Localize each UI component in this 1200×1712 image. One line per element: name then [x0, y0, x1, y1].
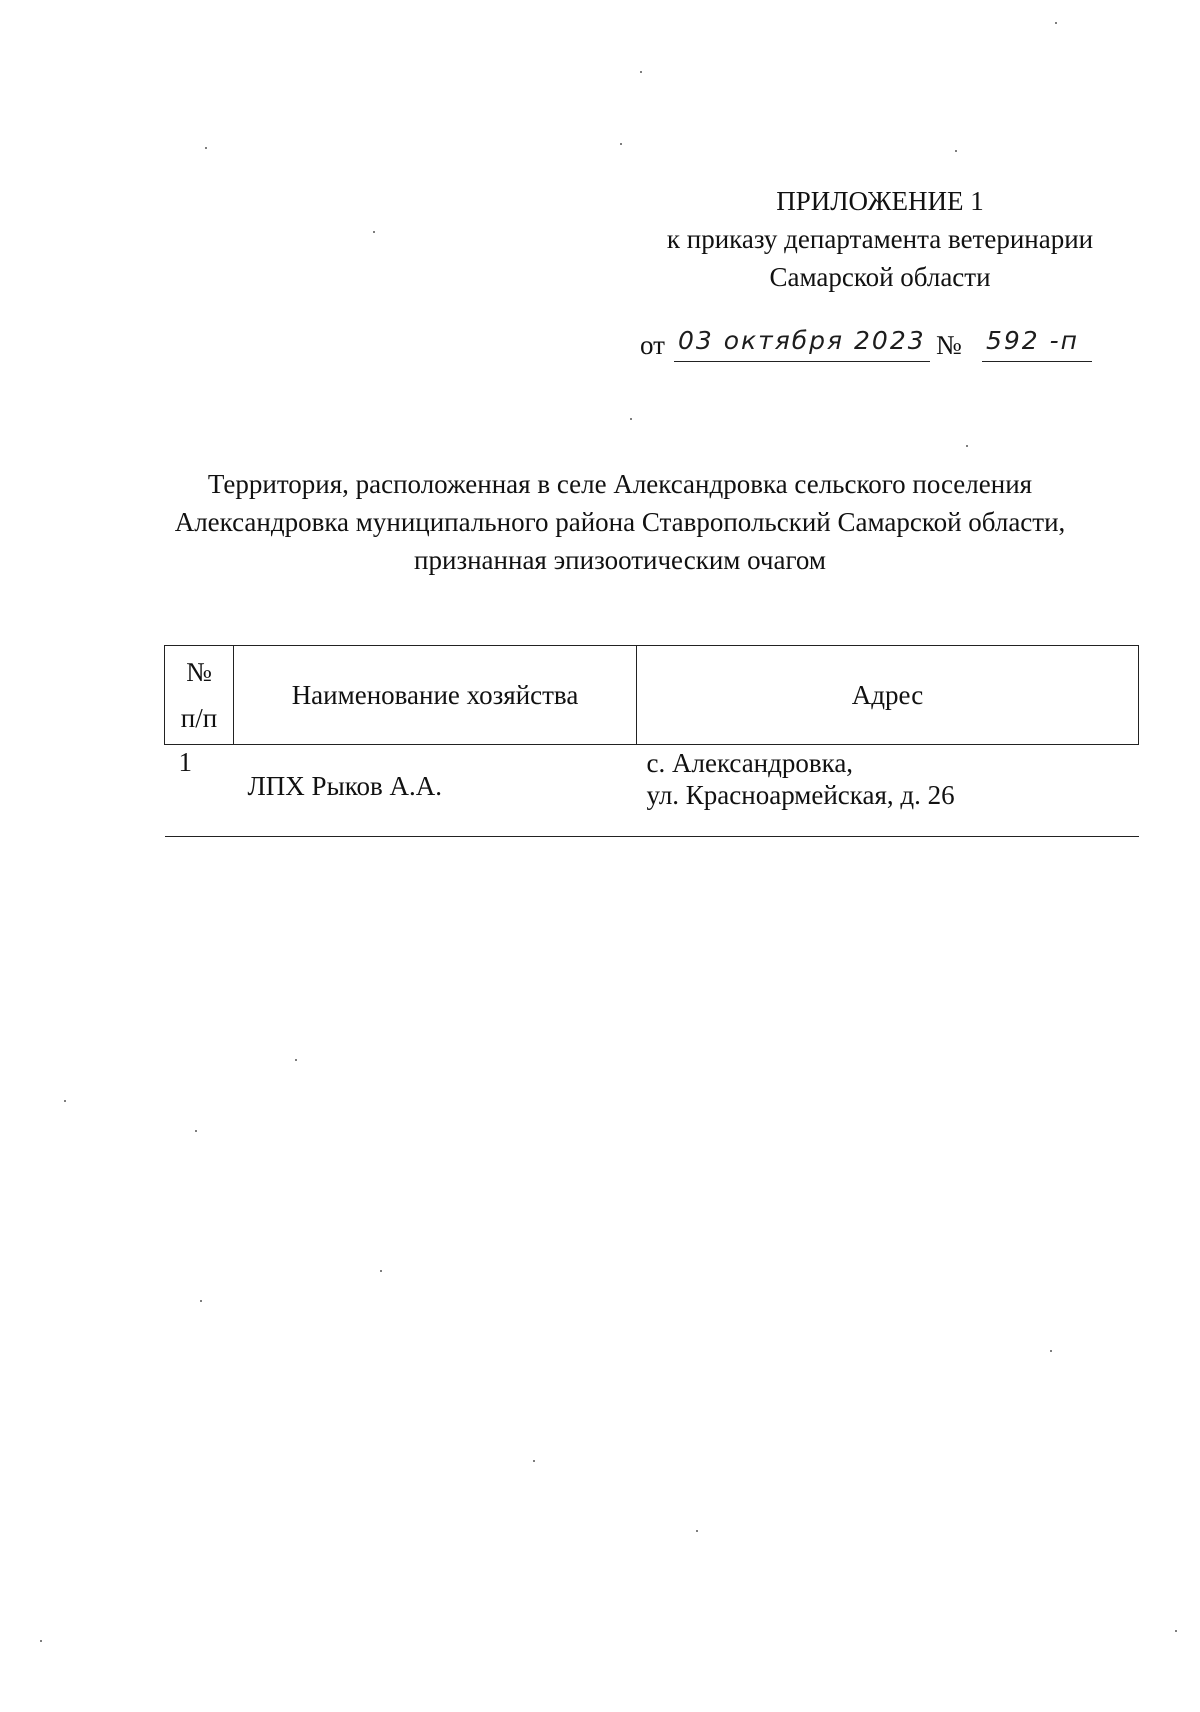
order-number-underline [982, 361, 1092, 362]
scan-speck [696, 1530, 698, 1532]
cell-farm-name: ЛПХ Рыков А.А. [234, 745, 637, 837]
cell-address-line-2: ул. Красноармейская, д. 26 [646, 780, 955, 810]
farms-table [164, 645, 1139, 837]
appendix-title: ПРИЛОЖЕНИЕ 1 [776, 186, 984, 216]
order-reference [640, 326, 1160, 366]
appendix-line-2: к приказу департамента ветеринарии [666, 224, 1094, 254]
header-farm-name: Наименование хозяйства [234, 646, 637, 745]
order-date-underline [674, 361, 930, 362]
scan-speck [533, 1460, 535, 1462]
scan-speck [1175, 1630, 1177, 1632]
appendix-line-3: Самарской области [769, 262, 991, 292]
scan-speck [955, 150, 957, 152]
order-number-handwritten: 592 -п [986, 326, 1080, 355]
cell-number: 1 [165, 745, 234, 837]
scan-speck [195, 1130, 197, 1132]
scan-speck [40, 1640, 42, 1642]
document-title [120, 465, 1120, 579]
order-number-label: № [936, 330, 962, 360]
scan-speck [205, 147, 207, 149]
scan-speck [1055, 22, 1057, 24]
scan-speck [620, 143, 622, 145]
document-title-line-1: Территория, расположенная в селе Александровка сельского поселения [207, 469, 1033, 499]
scan-speck [966, 445, 968, 447]
document-title-line-2: Александровка муниципального района Ставропольский Самарской области, [174, 507, 1066, 537]
scan-speck [373, 231, 375, 233]
scan-speck [380, 1270, 382, 1272]
scan-speck [630, 418, 632, 420]
scan-speck [64, 1100, 66, 1102]
header-number-line-2: п/п [180, 703, 218, 733]
header-number [165, 646, 234, 745]
appendix-header [600, 182, 1160, 296]
scan-speck [200, 1300, 202, 1302]
scan-speck [1050, 1350, 1052, 1352]
order-date-handwritten: 03 октября 2023 [678, 326, 926, 355]
order-date-label: от [640, 330, 665, 360]
header-number-line-1: № [186, 657, 212, 687]
scan-speck [295, 1059, 297, 1061]
cell-address [637, 745, 1139, 837]
document-title-line-3: признанная эпизоотическим очагом [414, 545, 826, 575]
header-address: Адрес [637, 646, 1139, 745]
table-header-row [165, 646, 1139, 745]
cell-address-line-1: с. Александровка, [646, 748, 854, 778]
scan-speck [640, 71, 642, 73]
table-row [165, 745, 1139, 837]
